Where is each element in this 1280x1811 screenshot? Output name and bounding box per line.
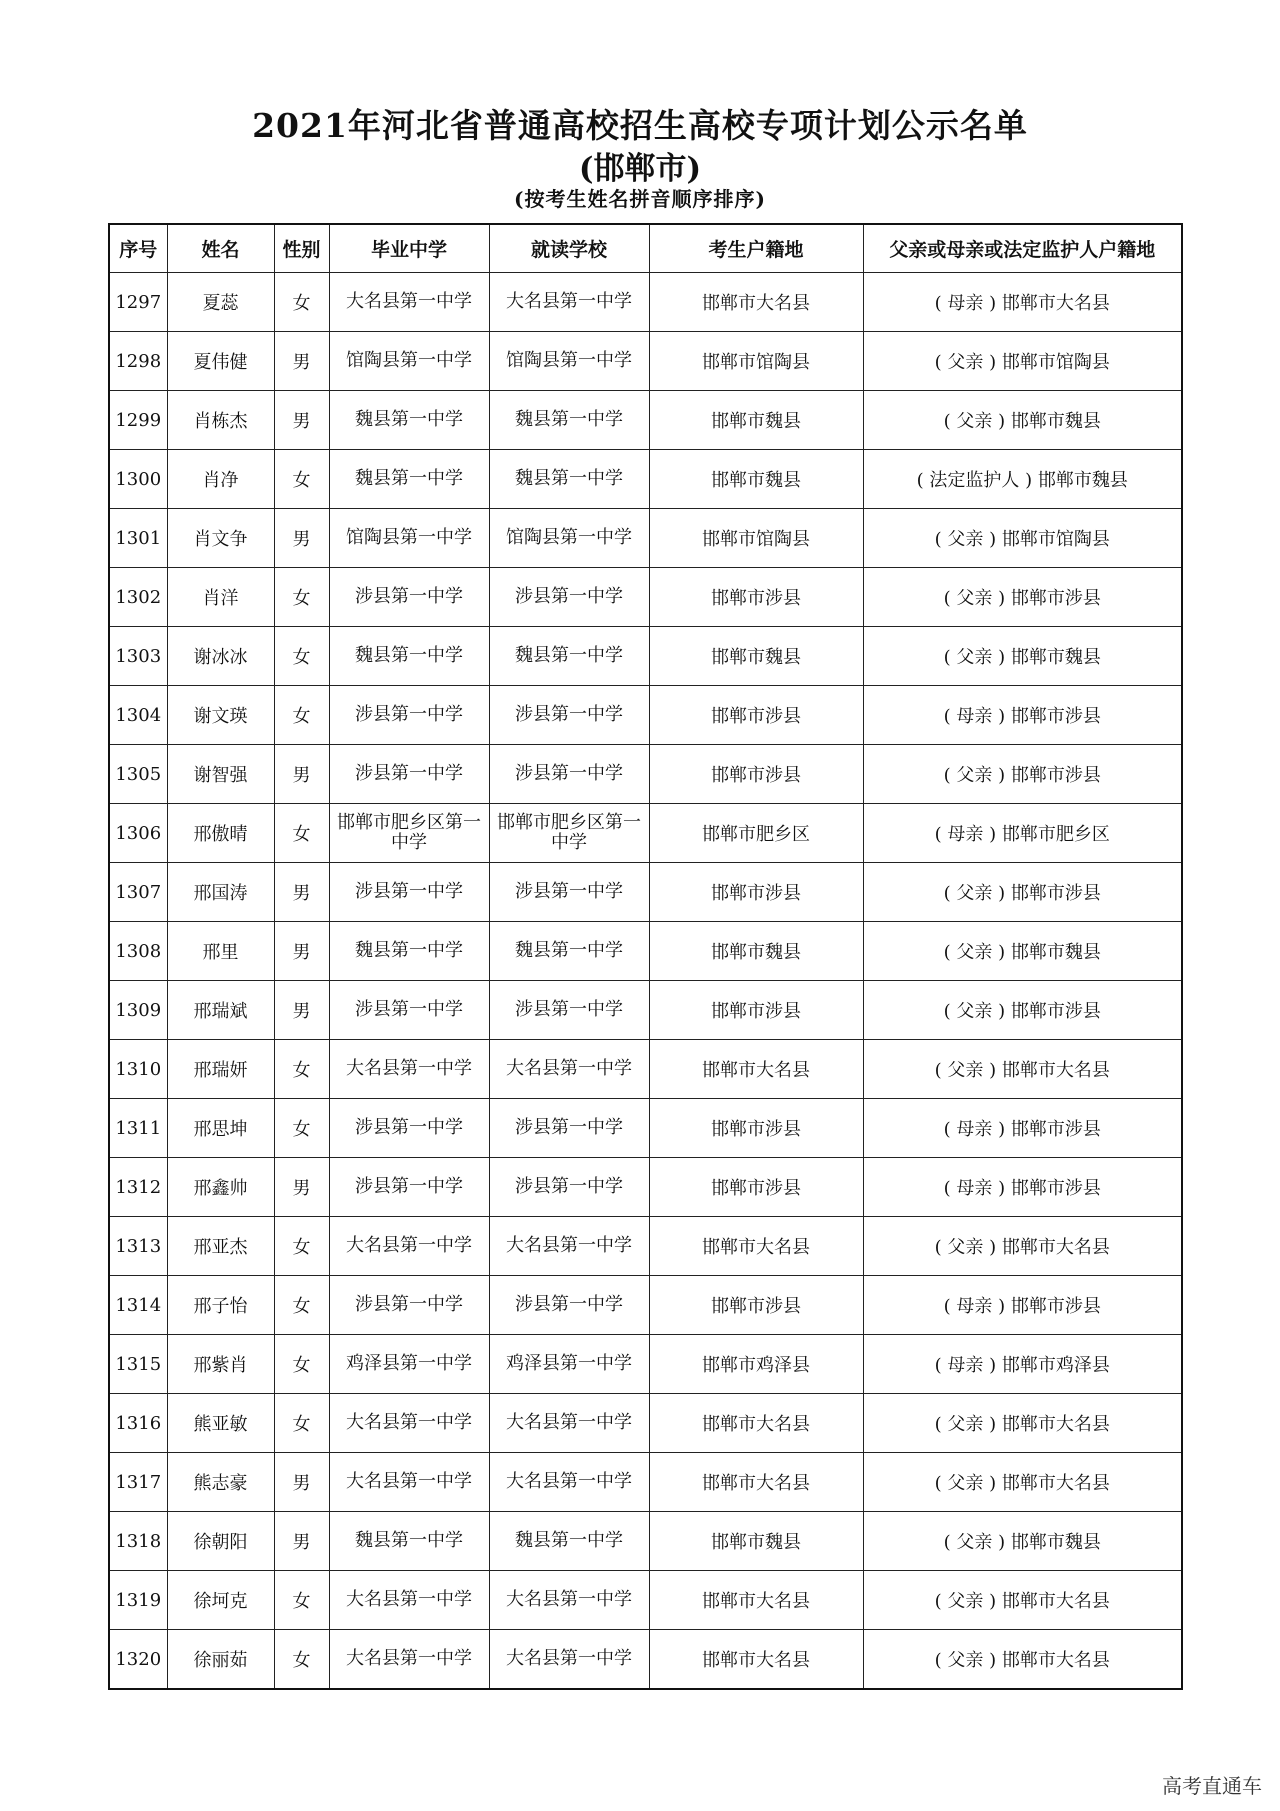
- cell-hukou: 邯郸市大名县: [649, 1217, 863, 1276]
- table-row: [109, 1630, 1182, 1690]
- table-row: [109, 1394, 1182, 1453]
- cell-grad-school: 魏县第一中学: [329, 391, 489, 450]
- cell-guardian-hukou: ( 父亲 ) 邯郸市涉县: [863, 863, 1182, 922]
- cell-guardian-hukou: ( 父亲 ) 邯郸市大名县: [863, 1630, 1182, 1690]
- cell-no: 1297: [109, 273, 167, 332]
- table-row: [109, 745, 1182, 804]
- cell-study-school: 魏县第一中学: [489, 391, 649, 450]
- cell-grad-school: 大名县第一中学: [329, 1453, 489, 1512]
- cell-no: 1319: [109, 1571, 167, 1630]
- cell-guardian-hukou: ( 父亲 ) 邯郸市大名县: [863, 1571, 1182, 1630]
- cell-gender: 女: [274, 1630, 329, 1690]
- table-row: [109, 1040, 1182, 1099]
- cell-grad-school: 大名县第一中学: [329, 1217, 489, 1276]
- cell-guardian-hukou: ( 母亲 ) 邯郸市大名县: [863, 273, 1182, 332]
- cell-gender: 女: [274, 1099, 329, 1158]
- column-header-gender: 性别: [274, 224, 329, 273]
- roster-table: [108, 223, 1183, 1690]
- cell-no: 1312: [109, 1158, 167, 1217]
- cell-hukou: 邯郸市涉县: [649, 745, 863, 804]
- cell-study-school: 大名县第一中学: [489, 1040, 649, 1099]
- cell-hukou: 邯郸市肥乡区: [649, 804, 863, 863]
- cell-no: 1303: [109, 627, 167, 686]
- page-title: 2021年河北省普通高校招生高校专项计划公示名单: [252, 106, 1028, 145]
- cell-hukou: 邯郸市涉县: [649, 568, 863, 627]
- cell-grad-school: 鸡泽县第一中学: [329, 1335, 489, 1394]
- cell-grad-school: 大名县第一中学: [329, 1571, 489, 1630]
- cell-grad-school: 涉县第一中学: [329, 745, 489, 804]
- cell-guardian-hukou: ( 父亲 ) 邯郸市魏县: [863, 627, 1182, 686]
- table-row: [109, 922, 1182, 981]
- cell-study-school: 魏县第一中学: [489, 627, 649, 686]
- cell-hukou: 邯郸市馆陶县: [649, 332, 863, 391]
- cell-name: 徐朝阳: [167, 1512, 274, 1571]
- cell-study-school: 大名县第一中学: [489, 1217, 649, 1276]
- cell-guardian-hukou: ( 父亲 ) 邯郸市馆陶县: [863, 332, 1182, 391]
- cell-hukou: 邯郸市大名县: [649, 1040, 863, 1099]
- column-header-guardian-hukou: 父亲或母亲或法定监护人户籍地: [863, 224, 1182, 273]
- cell-no: 1304: [109, 686, 167, 745]
- cell-hukou: 邯郸市涉县: [649, 981, 863, 1040]
- cell-name: 肖栋杰: [167, 391, 274, 450]
- column-header-name: 姓名: [167, 224, 274, 273]
- cell-grad-school: 涉县第一中学: [329, 568, 489, 627]
- cell-study-school: 魏县第一中学: [489, 922, 649, 981]
- table-row: [109, 568, 1182, 627]
- cell-study-school: 涉县第一中学: [489, 1099, 649, 1158]
- cell-gender: 女: [274, 1040, 329, 1099]
- table-row: [109, 686, 1182, 745]
- cell-grad-school: 涉县第一中学: [329, 686, 489, 745]
- cell-hukou: 邯郸市魏县: [649, 1512, 863, 1571]
- cell-gender: 女: [274, 273, 329, 332]
- page-subtitle: (邯郸市): [578, 151, 702, 187]
- cell-grad-school: 馆陶县第一中学: [329, 509, 489, 568]
- cell-gender: 女: [274, 1217, 329, 1276]
- cell-hukou: 邯郸市大名县: [649, 1571, 863, 1630]
- cell-name: 邢子怡: [167, 1276, 274, 1335]
- cell-hukou: 邯郸市涉县: [649, 1158, 863, 1217]
- table-row: [109, 981, 1182, 1040]
- cell-gender: 女: [274, 804, 329, 863]
- table-row: [109, 332, 1182, 391]
- cell-gender: 男: [274, 1453, 329, 1512]
- cell-gender: 男: [274, 981, 329, 1040]
- cell-no: 1314: [109, 1276, 167, 1335]
- table-row: [109, 1453, 1182, 1512]
- cell-gender: 女: [274, 1276, 329, 1335]
- cell-no: 1311: [109, 1099, 167, 1158]
- cell-guardian-hukou: ( 母亲 ) 邯郸市鸡泽县: [863, 1335, 1182, 1394]
- cell-no: 1298: [109, 332, 167, 391]
- table-row: [109, 391, 1182, 450]
- cell-guardian-hukou: ( 法定监护人 ) 邯郸市魏县: [863, 450, 1182, 509]
- cell-grad-school: 魏县第一中学: [329, 1512, 489, 1571]
- cell-guardian-hukou: ( 母亲 ) 邯郸市涉县: [863, 1099, 1182, 1158]
- cell-no: 1316: [109, 1394, 167, 1453]
- cell-gender: 女: [274, 450, 329, 509]
- cell-study-school: 鸡泽县第一中学: [489, 1335, 649, 1394]
- cell-hukou: 邯郸市涉县: [649, 1099, 863, 1158]
- cell-study-school: 魏县第一中学: [489, 1512, 649, 1571]
- cell-study-school: 大名县第一中学: [489, 1630, 649, 1690]
- cell-guardian-hukou: ( 母亲 ) 邯郸市涉县: [863, 1276, 1182, 1335]
- cell-hukou: 邯郸市大名县: [649, 1394, 863, 1453]
- cell-no: 1308: [109, 922, 167, 981]
- cell-grad-school: 馆陶县第一中学: [329, 332, 489, 391]
- cell-study-school: 涉县第一中学: [489, 1158, 649, 1217]
- cell-grad-school: 魏县第一中学: [329, 450, 489, 509]
- cell-study-school: 魏县第一中学: [489, 450, 649, 509]
- cell-gender: 女: [274, 1394, 329, 1453]
- table-row: [109, 1571, 1182, 1630]
- cell-name: 邢瑞斌: [167, 981, 274, 1040]
- cell-no: 1310: [109, 1040, 167, 1099]
- cell-name: 邢傲晴: [167, 804, 274, 863]
- table-row: [109, 1158, 1182, 1217]
- cell-study-school: 涉县第一中学: [489, 863, 649, 922]
- cell-grad-school: 大名县第一中学: [329, 1630, 489, 1690]
- cell-study-school: 大名县第一中学: [489, 1453, 649, 1512]
- cell-gender: 男: [274, 922, 329, 981]
- cell-guardian-hukou: ( 母亲 ) 邯郸市涉县: [863, 686, 1182, 745]
- cell-name: 熊志豪: [167, 1453, 274, 1512]
- cell-gender: 男: [274, 509, 329, 568]
- table-row: [109, 1099, 1182, 1158]
- cell-study-school: 涉县第一中学: [489, 686, 649, 745]
- cell-hukou: 邯郸市馆陶县: [649, 509, 863, 568]
- cell-study-school: 馆陶县第一中学: [489, 509, 649, 568]
- cell-name: 邢紫肖: [167, 1335, 274, 1394]
- cell-gender: 男: [274, 391, 329, 450]
- cell-no: 1306: [109, 804, 167, 863]
- cell-study-school: 邯郸市肥乡区第一中学: [489, 804, 649, 863]
- cell-no: 1315: [109, 1335, 167, 1394]
- cell-grad-school: 涉县第一中学: [329, 1276, 489, 1335]
- cell-grad-school: 魏县第一中学: [329, 922, 489, 981]
- cell-guardian-hukou: ( 父亲 ) 邯郸市大名县: [863, 1217, 1182, 1276]
- cell-study-school: 涉县第一中学: [489, 981, 649, 1040]
- cell-study-school: 馆陶县第一中学: [489, 332, 649, 391]
- cell-hukou: 邯郸市涉县: [649, 1276, 863, 1335]
- cell-study-school: 大名县第一中学: [489, 1571, 649, 1630]
- cell-guardian-hukou: ( 母亲 ) 邯郸市涉县: [863, 1158, 1182, 1217]
- cell-name: 肖洋: [167, 568, 274, 627]
- cell-study-school: 大名县第一中学: [489, 1394, 649, 1453]
- cell-name: 邢鑫帅: [167, 1158, 274, 1217]
- cell-no: 1302: [109, 568, 167, 627]
- cell-gender: 女: [274, 627, 329, 686]
- cell-hukou: 邯郸市涉县: [649, 686, 863, 745]
- table-row: [109, 1217, 1182, 1276]
- cell-study-school: 大名县第一中学: [489, 273, 649, 332]
- table-row: [109, 627, 1182, 686]
- column-header-grad-school: 毕业中学: [329, 224, 489, 273]
- cell-grad-school: 魏县第一中学: [329, 627, 489, 686]
- table-row: [109, 450, 1182, 509]
- cell-name: 邢瑞妍: [167, 1040, 274, 1099]
- cell-gender: 男: [274, 332, 329, 391]
- sort-note: (按考生姓名拼音顺序排序): [514, 187, 766, 211]
- cell-name: 邢国涛: [167, 863, 274, 922]
- cell-hukou: 邯郸市大名县: [649, 1630, 863, 1690]
- table-row: [109, 1335, 1182, 1394]
- cell-no: 1309: [109, 981, 167, 1040]
- cell-name: 谢智强: [167, 745, 274, 804]
- table-row: [109, 804, 1182, 863]
- cell-no: 1307: [109, 863, 167, 922]
- cell-name: 徐丽茹: [167, 1630, 274, 1690]
- cell-guardian-hukou: ( 父亲 ) 邯郸市涉县: [863, 568, 1182, 627]
- cell-no: 1299: [109, 391, 167, 450]
- cell-guardian-hukou: ( 父亲 ) 邯郸市涉县: [863, 981, 1182, 1040]
- cell-grad-school: 涉县第一中学: [329, 1158, 489, 1217]
- cell-hukou: 邯郸市魏县: [649, 627, 863, 686]
- column-header-hukou: 考生户籍地: [649, 224, 863, 273]
- cell-no: 1300: [109, 450, 167, 509]
- cell-guardian-hukou: ( 父亲 ) 邯郸市涉县: [863, 745, 1182, 804]
- cell-grad-school: 邯郸市肥乡区第一中学: [329, 804, 489, 863]
- cell-grad-school: 涉县第一中学: [329, 981, 489, 1040]
- cell-grad-school: 涉县第一中学: [329, 863, 489, 922]
- watermark: 高考直通车: [1162, 1774, 1262, 1798]
- cell-hukou: 邯郸市大名县: [649, 273, 863, 332]
- cell-grad-school: 大名县第一中学: [329, 1040, 489, 1099]
- cell-guardian-hukou: ( 父亲 ) 邯郸市魏县: [863, 391, 1182, 450]
- cell-hukou: 邯郸市魏县: [649, 922, 863, 981]
- cell-no: 1317: [109, 1453, 167, 1512]
- cell-study-school: 涉县第一中学: [489, 745, 649, 804]
- table-row: [109, 1512, 1182, 1571]
- cell-no: 1301: [109, 509, 167, 568]
- cell-guardian-hukou: ( 父亲 ) 邯郸市大名县: [863, 1453, 1182, 1512]
- cell-gender: 女: [274, 686, 329, 745]
- cell-name: 夏伟健: [167, 332, 274, 391]
- cell-name: 邢里: [167, 922, 274, 981]
- cell-guardian-hukou: ( 母亲 ) 邯郸市肥乡区: [863, 804, 1182, 863]
- cell-gender: 男: [274, 1512, 329, 1571]
- cell-guardian-hukou: ( 父亲 ) 邯郸市魏县: [863, 922, 1182, 981]
- table-row: [109, 273, 1182, 332]
- cell-hukou: 邯郸市大名县: [649, 1453, 863, 1512]
- cell-gender: 男: [274, 1158, 329, 1217]
- cell-hukou: 邯郸市魏县: [649, 450, 863, 509]
- cell-hukou: 邯郸市魏县: [649, 391, 863, 450]
- table-row: [109, 509, 1182, 568]
- cell-guardian-hukou: ( 父亲 ) 邯郸市馆陶县: [863, 509, 1182, 568]
- cell-gender: 女: [274, 1571, 329, 1630]
- cell-name: 邢亚杰: [167, 1217, 274, 1276]
- table-row: [109, 1276, 1182, 1335]
- cell-name: 徐坷克: [167, 1571, 274, 1630]
- cell-name: 肖净: [167, 450, 274, 509]
- cell-guardian-hukou: ( 父亲 ) 邯郸市魏县: [863, 1512, 1182, 1571]
- cell-no: 1305: [109, 745, 167, 804]
- cell-gender: 男: [274, 745, 329, 804]
- cell-name: 夏蕊: [167, 273, 274, 332]
- cell-name: 谢冰冰: [167, 627, 274, 686]
- cell-guardian-hukou: ( 父亲 ) 邯郸市大名县: [863, 1040, 1182, 1099]
- cell-hukou: 邯郸市鸡泽县: [649, 1335, 863, 1394]
- cell-grad-school: 大名县第一中学: [329, 1394, 489, 1453]
- column-header-no: 序号: [109, 224, 167, 273]
- cell-grad-school: 大名县第一中学: [329, 273, 489, 332]
- cell-hukou: 邯郸市涉县: [649, 863, 863, 922]
- cell-grad-school: 涉县第一中学: [329, 1099, 489, 1158]
- cell-gender: 男: [274, 863, 329, 922]
- cell-no: 1313: [109, 1217, 167, 1276]
- table-header-row: [109, 224, 1182, 273]
- cell-name: 熊亚敏: [167, 1394, 274, 1453]
- cell-no: 1320: [109, 1630, 167, 1690]
- column-header-study-school: 就读学校: [489, 224, 649, 273]
- cell-guardian-hukou: ( 父亲 ) 邯郸市大名县: [863, 1394, 1182, 1453]
- cell-name: 谢文瑛: [167, 686, 274, 745]
- cell-no: 1318: [109, 1512, 167, 1571]
- cell-study-school: 涉县第一中学: [489, 568, 649, 627]
- cell-name: 邢思坤: [167, 1099, 274, 1158]
- table-row: [109, 863, 1182, 922]
- cell-name: 肖文争: [167, 509, 274, 568]
- cell-gender: 女: [274, 1335, 329, 1394]
- cell-gender: 女: [274, 568, 329, 627]
- cell-study-school: 涉县第一中学: [489, 1276, 649, 1335]
